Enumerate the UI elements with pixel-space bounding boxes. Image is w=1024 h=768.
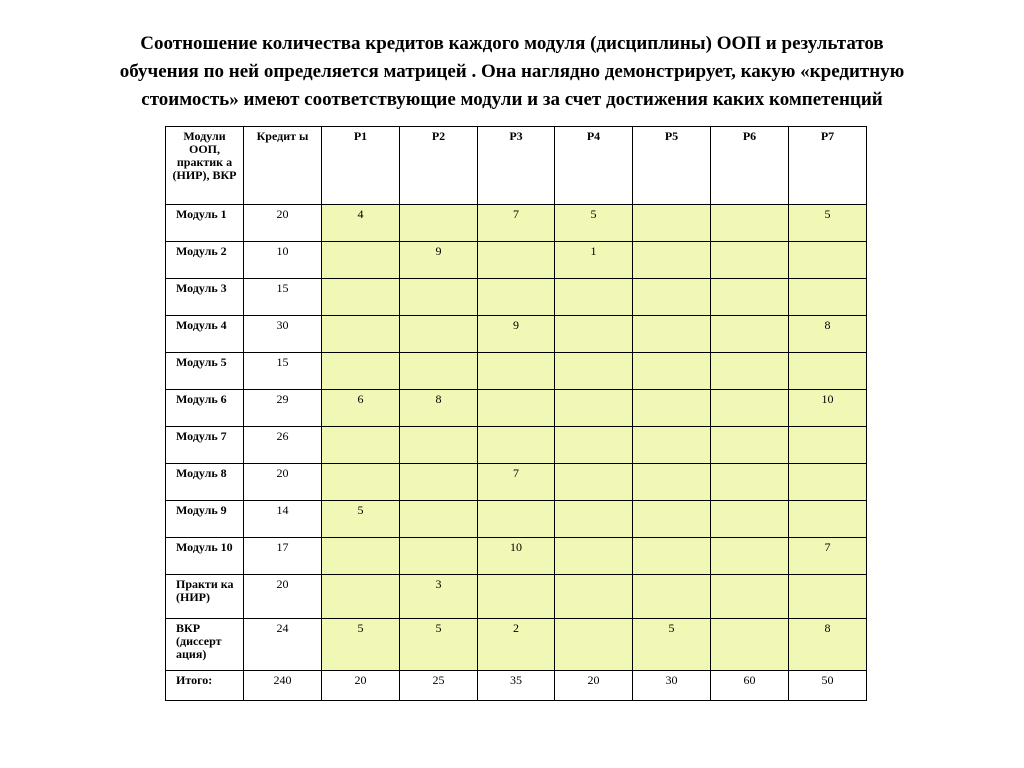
- result-cell-p6: [711, 501, 789, 538]
- result-cell-p4: [555, 316, 633, 353]
- result-cell-p1: [322, 242, 400, 279]
- total-label: Итого:: [166, 671, 244, 701]
- result-cell-p5: [633, 279, 711, 316]
- table-row: [166, 501, 867, 538]
- result-cell-p2: [400, 316, 478, 353]
- result-cell-p6: [711, 619, 789, 671]
- row-label: Модуль 2: [166, 242, 244, 279]
- result-cell-p4: 5: [555, 205, 633, 242]
- total-p2: 25: [400, 671, 478, 701]
- result-cell-p5: [633, 390, 711, 427]
- title-line-1: Соотношение количества кредитов каждого модуля (дисциплины) ООП и результатов: [140, 33, 884, 54]
- credits-cell: 15: [244, 279, 322, 316]
- result-cell-p2: 9: [400, 242, 478, 279]
- result-cell-p3: [478, 501, 555, 538]
- result-cell-p4: [555, 279, 633, 316]
- result-cell-p5: [633, 501, 711, 538]
- result-cell-p5: [633, 464, 711, 501]
- result-cell-p5: [633, 427, 711, 464]
- credits-cell: 10: [244, 242, 322, 279]
- result-cell-p3: 2: [478, 619, 555, 671]
- result-cell-p1: [322, 538, 400, 575]
- header-p7: Р7: [789, 127, 867, 205]
- result-cell-p4: [555, 619, 633, 671]
- result-cell-p7: [789, 353, 867, 390]
- credits-cell: 26: [244, 427, 322, 464]
- header-p1: Р1: [322, 127, 400, 205]
- total-p3: 35: [478, 671, 555, 701]
- header-p5: Р5: [633, 127, 711, 205]
- credits-cell: 29: [244, 390, 322, 427]
- credits-cell: 24: [244, 619, 322, 671]
- result-cell-p1: 5: [322, 501, 400, 538]
- row-label: Модуль 3: [166, 279, 244, 316]
- row-label: Модуль 9: [166, 501, 244, 538]
- credits-cell: 30: [244, 316, 322, 353]
- row-label: Практи ка (НИР): [166, 575, 244, 619]
- result-cell-p3: 9: [478, 316, 555, 353]
- credits-cell: 20: [244, 464, 322, 501]
- result-cell-p7: 8: [789, 619, 867, 671]
- result-cell-p6: [711, 316, 789, 353]
- credit-matrix-table: [165, 126, 867, 701]
- result-cell-p3: [478, 242, 555, 279]
- result-cell-p3: [478, 575, 555, 619]
- result-cell-p3: [478, 279, 555, 316]
- result-cell-p6: [711, 390, 789, 427]
- result-cell-p1: [322, 575, 400, 619]
- result-cell-p4: [555, 390, 633, 427]
- table-row: [166, 619, 867, 671]
- result-cell-p2: [400, 538, 478, 575]
- row-label: Модуль 5: [166, 353, 244, 390]
- credits-cell: 14: [244, 501, 322, 538]
- table-row: [166, 205, 867, 242]
- result-cell-p7: [789, 501, 867, 538]
- result-cell-p4: [555, 501, 633, 538]
- result-cell-p4: [555, 427, 633, 464]
- result-cell-p4: [555, 464, 633, 501]
- result-cell-p3: 7: [478, 464, 555, 501]
- credits-cell: 20: [244, 575, 322, 619]
- result-cell-p2: [400, 464, 478, 501]
- result-cell-p6: [711, 242, 789, 279]
- total-row: [166, 671, 867, 701]
- result-cell-p2: [400, 205, 478, 242]
- row-label: Модуль 8: [166, 464, 244, 501]
- result-cell-p6: [711, 279, 789, 316]
- result-cell-p7: [789, 464, 867, 501]
- row-label: Модуль 7: [166, 427, 244, 464]
- result-cell-p6: [711, 464, 789, 501]
- result-cell-p7: 8: [789, 316, 867, 353]
- result-cell-p4: [555, 353, 633, 390]
- total-p7: 50: [789, 671, 867, 701]
- table-row: [166, 538, 867, 575]
- result-cell-p1: [322, 427, 400, 464]
- header-module: Модули ООП, практик а (НИР), ВКР: [166, 127, 244, 205]
- result-cell-p7: [789, 427, 867, 464]
- result-cell-p1: 6: [322, 390, 400, 427]
- result-cell-p1: 4: [322, 205, 400, 242]
- table-row: [166, 242, 867, 279]
- table-row: [166, 464, 867, 501]
- row-label: Модуль 1: [166, 205, 244, 242]
- result-cell-p1: [322, 464, 400, 501]
- result-cell-p4: [555, 575, 633, 619]
- row-label: ВКР (диссерт ация): [166, 619, 244, 671]
- result-cell-p3: 10: [478, 538, 555, 575]
- result-cell-p2: [400, 279, 478, 316]
- table-row: [166, 316, 867, 353]
- header-credits: Кредит ы: [244, 127, 322, 205]
- result-cell-p4: [555, 538, 633, 575]
- table-row: [166, 390, 867, 427]
- table-row: [166, 279, 867, 316]
- result-cell-p2: 3: [400, 575, 478, 619]
- credits-cell: 15: [244, 353, 322, 390]
- result-cell-p5: [633, 316, 711, 353]
- row-label: Модуль 4: [166, 316, 244, 353]
- result-cell-p4: 1: [555, 242, 633, 279]
- header-row: [166, 127, 867, 205]
- result-cell-p1: [322, 353, 400, 390]
- header-p3: Р3: [478, 127, 555, 205]
- result-cell-p1: [322, 279, 400, 316]
- result-cell-p2: [400, 353, 478, 390]
- total-p5: 30: [633, 671, 711, 701]
- credits-cell: 20: [244, 205, 322, 242]
- total-p6: 60: [711, 671, 789, 701]
- result-cell-p2: [400, 427, 478, 464]
- result-cell-p6: [711, 353, 789, 390]
- result-cell-p6: [711, 538, 789, 575]
- matrix-body: [166, 205, 867, 701]
- title-line-3: стоимость» имеют соответствующие модули и за счет достижения каких компетенций: [141, 89, 883, 110]
- total-p4: 20: [555, 671, 633, 701]
- total-credits: 240: [244, 671, 322, 701]
- result-cell-p7: [789, 242, 867, 279]
- result-cell-p5: [633, 353, 711, 390]
- result-cell-p7: [789, 575, 867, 619]
- result-cell-p6: [711, 575, 789, 619]
- result-cell-p6: [711, 205, 789, 242]
- total-p1: 20: [322, 671, 400, 701]
- result-cell-p1: 5: [322, 619, 400, 671]
- row-label: Модуль 6: [166, 390, 244, 427]
- row-label: Модуль 10: [166, 538, 244, 575]
- result-cell-p5: 5: [633, 619, 711, 671]
- header-p6: Р6: [711, 127, 789, 205]
- table-row: [166, 353, 867, 390]
- result-cell-p2: 5: [400, 619, 478, 671]
- result-cell-p7: [789, 279, 867, 316]
- result-cell-p5: [633, 242, 711, 279]
- result-cell-p2: 8: [400, 390, 478, 427]
- header-p2: Р2: [400, 127, 478, 205]
- slide-title: [40, 30, 984, 114]
- title-line-2: обучения по ней определяется матрицей . Она наглядно демонстрирует, какую «кредитную: [119, 61, 905, 82]
- result-cell-p7: 10: [789, 390, 867, 427]
- result-cell-p5: [633, 205, 711, 242]
- table-row: [166, 427, 867, 464]
- result-cell-p7: 5: [789, 205, 867, 242]
- credits-cell: 17: [244, 538, 322, 575]
- result-cell-p1: [322, 316, 400, 353]
- result-cell-p3: 7: [478, 205, 555, 242]
- header-p4: Р4: [555, 127, 633, 205]
- result-cell-p5: [633, 575, 711, 619]
- result-cell-p7: 7: [789, 538, 867, 575]
- table-row: [166, 575, 867, 619]
- result-cell-p3: [478, 427, 555, 464]
- result-cell-p5: [633, 538, 711, 575]
- result-cell-p3: [478, 390, 555, 427]
- result-cell-p3: [478, 353, 555, 390]
- result-cell-p6: [711, 427, 789, 464]
- result-cell-p2: [400, 501, 478, 538]
